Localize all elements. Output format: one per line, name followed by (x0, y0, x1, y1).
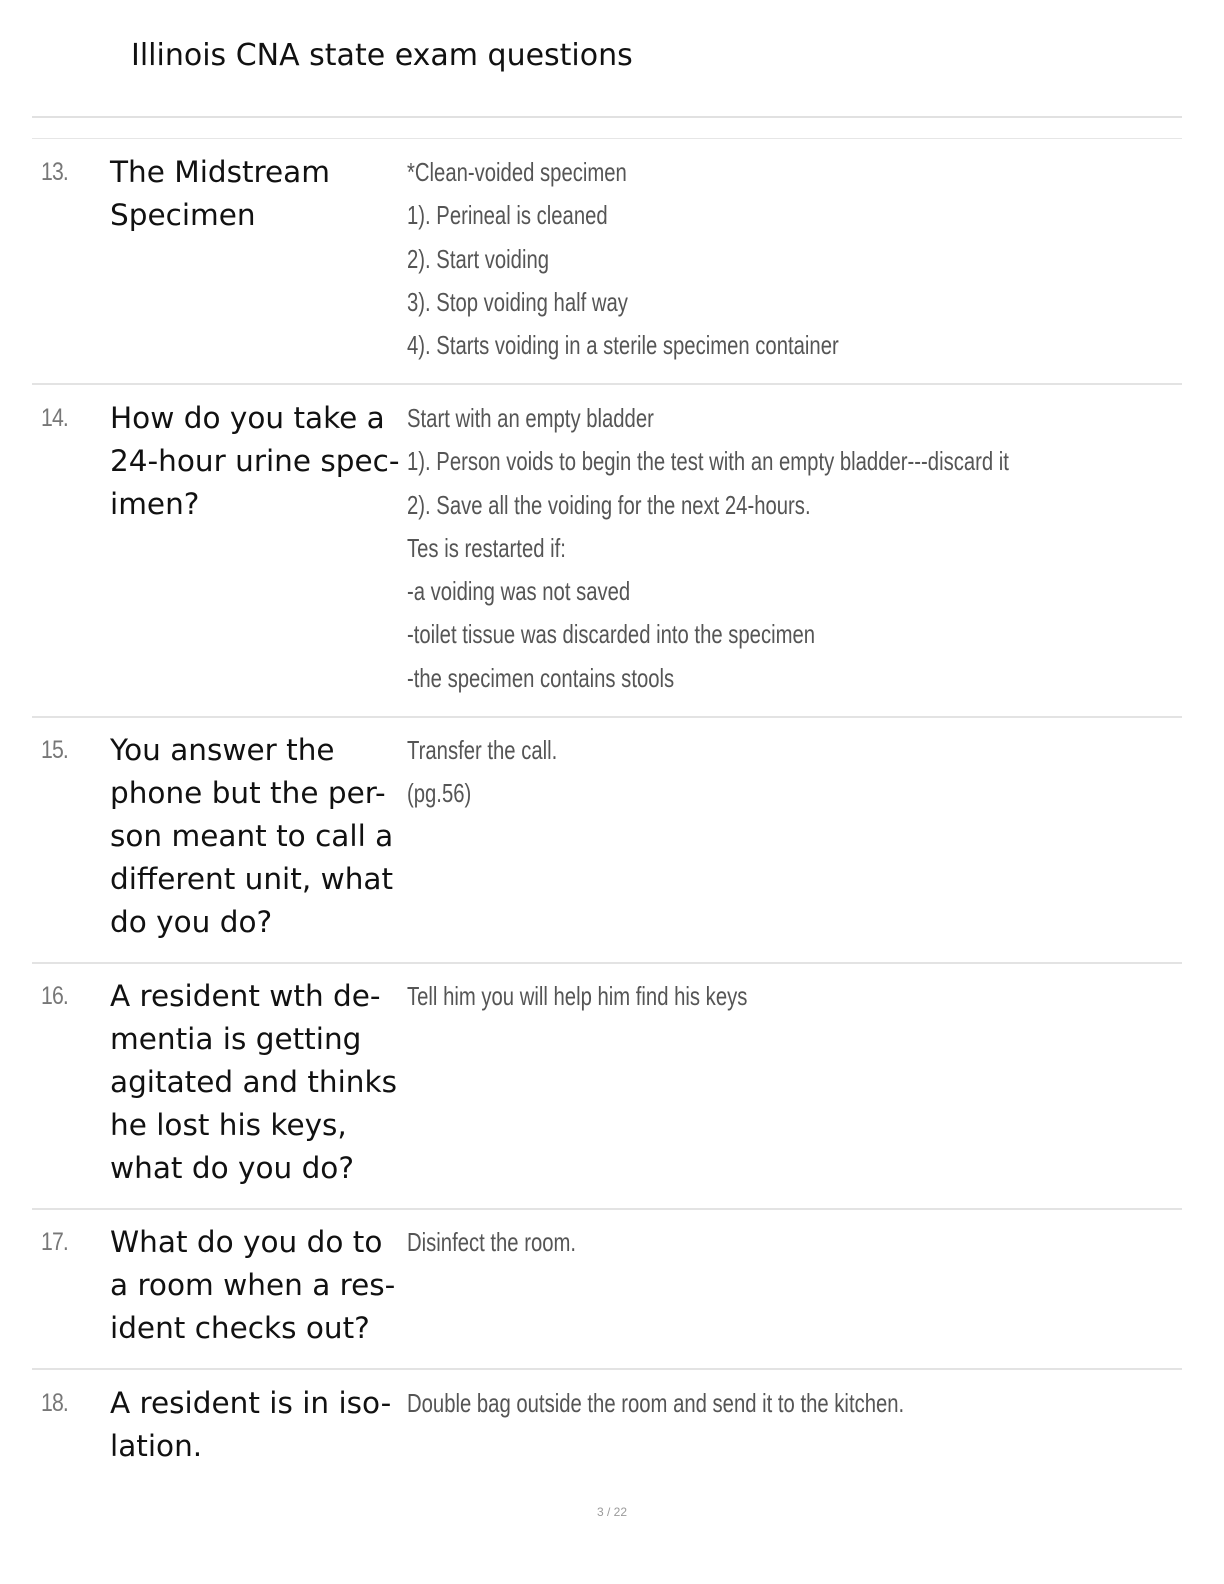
card-number: 13. (41, 158, 69, 186)
term-line: What do you do to (110, 1225, 383, 1259)
card-term (110, 1221, 402, 1350)
term-line: agitated and thinks (110, 1065, 397, 1099)
definition-line: 3). Stop voiding half way (407, 286, 628, 317)
card-number: 18. (41, 1389, 69, 1417)
definition-line: Transfer the call. (407, 735, 558, 765)
card-number: 16. (41, 982, 69, 1010)
definition-line: Double bag outside the room and send it to the kitchen. (407, 1388, 905, 1418)
card-number: 17. (41, 1228, 69, 1256)
card-number: 15. (41, 736, 69, 764)
definition-line: 4). Starts voiding in a sterile specimen container (407, 330, 839, 361)
term-line: phone but the per- (110, 776, 386, 810)
header-divider-secondary (32, 138, 1182, 139)
term-line: son meant to call a (110, 819, 394, 853)
card-definition (407, 729, 1207, 816)
definition-line: 1). Person voids to begin the test with an empty bladder---discard it (407, 446, 1009, 477)
card-term (110, 1382, 402, 1468)
card-term (110, 397, 402, 526)
card-definition (407, 397, 1207, 700)
term-line: imen? (110, 487, 200, 521)
term-line: 24-hour urine spec- (110, 444, 400, 478)
term-line: How do you take a (110, 401, 385, 435)
term-line: A resident wth de- (110, 979, 381, 1013)
row-divider (32, 1368, 1182, 1370)
definition-line: 2). Save all the voiding for the next 24-hours. (407, 489, 811, 520)
card-term (110, 151, 402, 237)
definition-line: Tell him you will help him find his keys (407, 981, 748, 1011)
header-divider (32, 116, 1182, 118)
term-line: what do you do? (110, 1151, 355, 1185)
term-line: a room when a res- (110, 1268, 396, 1302)
card-definition (407, 151, 1207, 367)
term-line: ident checks out? (110, 1311, 370, 1345)
term-line: You answer the (110, 733, 335, 767)
definition-line: Start with an empty bladder (407, 403, 654, 433)
definition-line: 1). Perineal is cleaned (407, 200, 608, 231)
definition-line: -a voiding was not saved (407, 576, 631, 607)
card-term (110, 729, 402, 944)
row-divider (32, 1208, 1182, 1210)
definition-line: -the specimen contains stools (407, 662, 675, 693)
definition-line: 2). Start voiding (407, 243, 550, 274)
page-indicator: 3 / 22 (596, 1505, 628, 1519)
card-term (110, 975, 402, 1190)
definition-line: Tes is restarted if: (407, 532, 566, 563)
row-divider (32, 716, 1182, 718)
card-definition (407, 1382, 1207, 1425)
row-divider (32, 962, 1182, 964)
term-line: The Midstream (110, 155, 330, 189)
card-definition (407, 1221, 1207, 1264)
definition-line: Disinfect the room. (407, 1227, 577, 1257)
term-line: Specimen (110, 198, 256, 232)
definition-line: -toilet tissue was discarded into the specimen (407, 619, 816, 650)
term-line: A resident is in iso- (110, 1386, 392, 1420)
term-line: different unit, what (110, 862, 394, 896)
definition-line: (pg.56) (407, 778, 472, 809)
term-line: do you do? (110, 905, 273, 939)
document-title: Illinois CNA state exam questions (131, 38, 633, 73)
card-number: 14. (41, 404, 69, 432)
term-line: mentia is getting (110, 1022, 362, 1056)
row-divider (32, 383, 1182, 385)
definition-line: *Clean-voided specimen (407, 157, 627, 187)
term-line: he lost his keys, (110, 1108, 347, 1142)
card-definition (407, 975, 1207, 1018)
term-line: lation. (110, 1429, 203, 1463)
